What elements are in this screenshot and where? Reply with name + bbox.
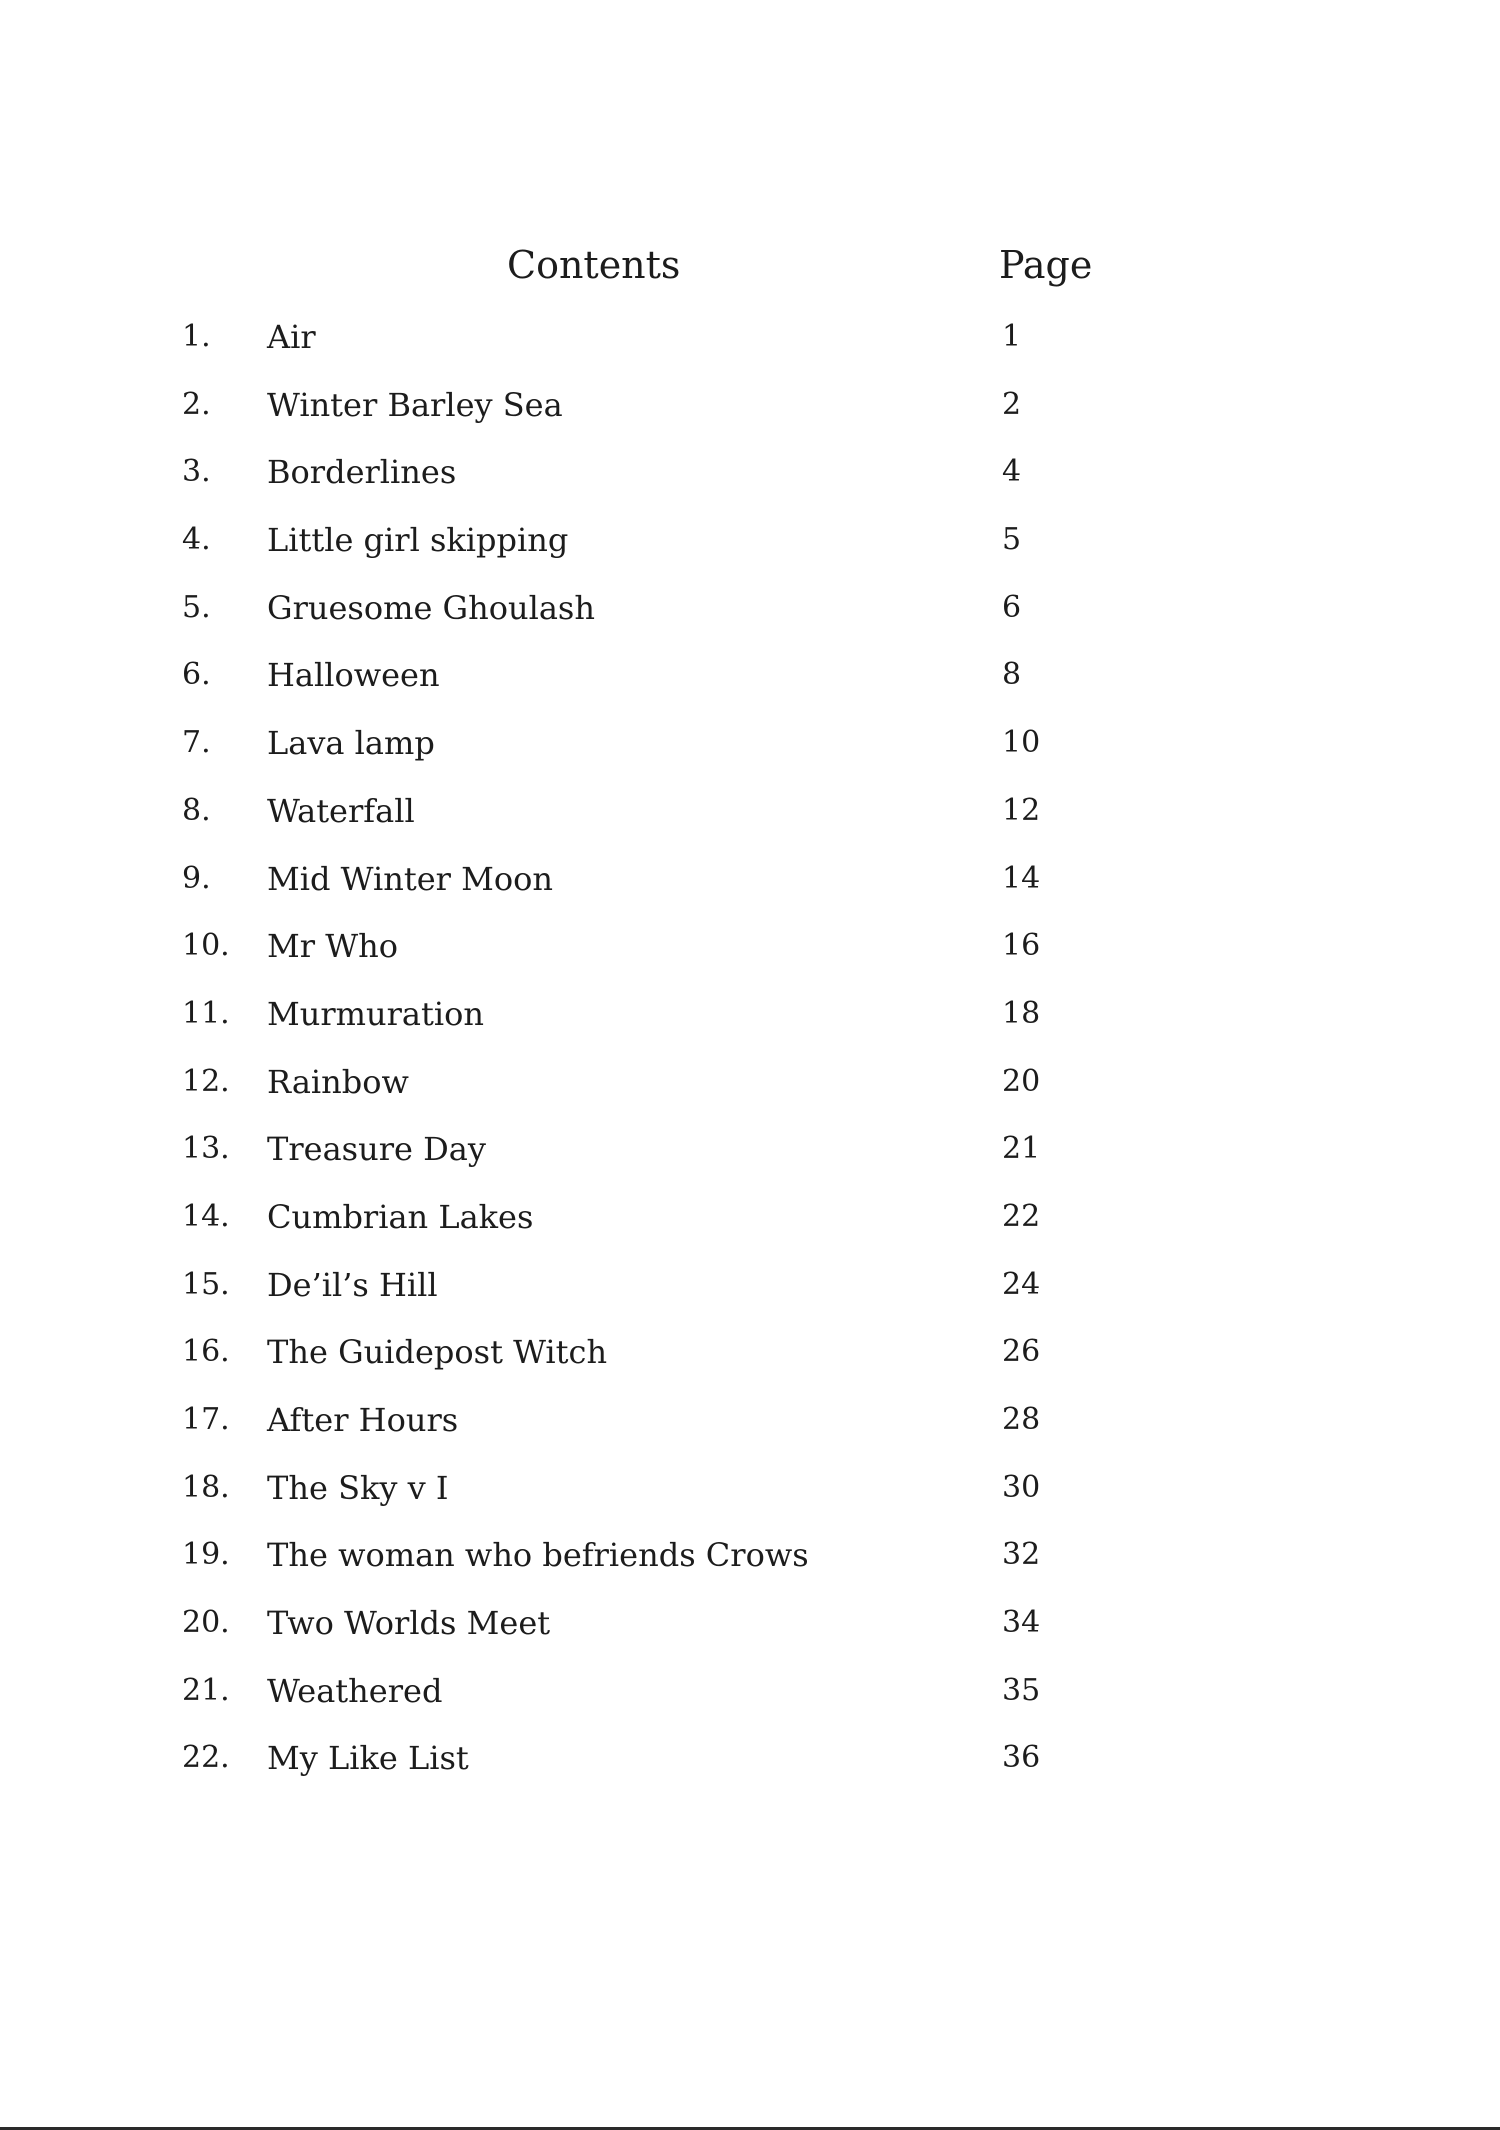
- toc-entry-page-number: 32: [1002, 1537, 1041, 1573]
- toc-entry: [0, 1602, 1500, 1670]
- toc-entry: [0, 654, 1500, 722]
- toc-entry: [0, 1264, 1500, 1332]
- toc-list: [0, 316, 1500, 1805]
- toc-entry: [0, 1670, 1500, 1738]
- toc-entry-number: 4.: [182, 522, 211, 558]
- toc-entry-title: Murmuration: [267, 994, 484, 1033]
- toc-entry-title: My Like List: [267, 1739, 469, 1778]
- toc-entry: [0, 993, 1500, 1061]
- toc-entry-page-number: 21: [1002, 1131, 1041, 1167]
- toc-entry-page-number: 20: [1002, 1063, 1041, 1099]
- toc-entry-page-number: 35: [1002, 1672, 1041, 1708]
- toc-entry-number: 6.: [182, 657, 211, 693]
- toc-entry-title: Winter Barley Sea: [267, 385, 563, 424]
- toc-entry: [0, 858, 1500, 926]
- toc-entry-number: 19.: [182, 1537, 230, 1573]
- toc-entry: [0, 587, 1500, 655]
- toc-entry-number: 13.: [182, 1131, 230, 1167]
- toc-entry-number: 10.: [182, 928, 230, 964]
- toc-entry-title: Cumbrian Lakes: [267, 1197, 534, 1236]
- toc-entry-page-number: 22: [1002, 1198, 1041, 1234]
- toc-entry: [0, 1331, 1500, 1399]
- toc-entry-number: 1.: [182, 319, 211, 354]
- toc-entry-page-number: 36: [1002, 1740, 1041, 1776]
- toc-entry-number: 18.: [182, 1469, 230, 1505]
- toc-entry-number: 2.: [182, 386, 211, 422]
- toc-entry-title: Weathered: [267, 1671, 443, 1710]
- toc-entry-page-number: 34: [1002, 1605, 1041, 1641]
- toc-entry-title: Waterfall: [267, 791, 415, 830]
- toc-entry-page-number: 6: [1002, 589, 1022, 625]
- toc-entry: [0, 790, 1500, 858]
- toc-entry: [0, 1196, 1500, 1264]
- toc-entry-page-number: 2: [1002, 386, 1022, 422]
- toc-entry-number: 5.: [182, 589, 211, 625]
- toc-entry: [0, 1737, 1500, 1805]
- toc-entry-title: Mr Who: [267, 927, 398, 966]
- toc-entry-title: Borderlines: [267, 453, 457, 492]
- toc-entry-title: Halloween: [267, 656, 440, 695]
- toc-entry-page-number: 24: [1002, 1266, 1041, 1302]
- toc-entry-title: Lava lamp: [267, 724, 435, 763]
- toc-entry-number: 3.: [182, 454, 211, 490]
- toc-entry: [0, 451, 1500, 519]
- toc-entry-number: 20.: [182, 1605, 230, 1641]
- toc-entry-page-number: 14: [1002, 860, 1041, 896]
- toc-entry-number: 9.: [182, 860, 211, 896]
- toc-entry-page-number: 8: [1002, 657, 1022, 693]
- toc-entry-page-number: 16: [1002, 928, 1041, 964]
- toc-entry-number: 16.: [182, 1334, 230, 1370]
- toc-entry: [0, 925, 1500, 993]
- toc-entry-page-number: 12: [1002, 792, 1041, 828]
- toc-entry: [0, 384, 1500, 452]
- toc-entry-number: 15.: [182, 1266, 230, 1302]
- toc-entry-title: Mid Winter Moon: [267, 859, 553, 898]
- toc-entry: [0, 1399, 1500, 1467]
- toc-entry-number: 11.: [182, 995, 230, 1031]
- toc-entry-number: 17.: [182, 1402, 230, 1437]
- toc-entry-number: 21.: [182, 1672, 230, 1708]
- toc-entry: [0, 1534, 1500, 1602]
- toc-entry: [0, 316, 1500, 384]
- toc-entry: [0, 1467, 1500, 1535]
- toc-entry-page-number: 30: [1002, 1469, 1041, 1505]
- toc-entry-page-number: 10: [1002, 725, 1041, 761]
- contents-heading: Contents: [507, 243, 681, 287]
- toc-entry-title: The Sky v I: [267, 1468, 449, 1507]
- page-column-heading: Page: [999, 243, 1093, 287]
- toc-entry-page-number: 18: [1002, 995, 1041, 1031]
- toc-entry: [0, 1061, 1500, 1129]
- toc-entry-title: De’il’s Hill: [267, 1265, 438, 1304]
- toc-entry-title: Treasure Day: [267, 1130, 486, 1169]
- toc-entry: [0, 722, 1500, 790]
- toc-entry-number: 14.: [182, 1198, 230, 1234]
- toc-entry-title: The Guidepost Witch: [267, 1333, 608, 1372]
- toc-entry: [0, 1128, 1500, 1196]
- toc-entry-title: Gruesome Ghoulash: [267, 588, 595, 627]
- toc-entry-title: Air: [267, 318, 316, 356]
- toc-entry-title: Two Worlds Meet: [267, 1604, 551, 1643]
- toc-entry-page-number: 5: [1002, 522, 1022, 558]
- toc-entry-page-number: 4: [1002, 454, 1022, 490]
- toc-entry-number: 7.: [182, 725, 211, 761]
- toc-entry-page-number: 28: [1002, 1402, 1041, 1437]
- toc-entry-number: 22.: [182, 1740, 230, 1776]
- toc-entry-title: The woman who befriends Crows: [267, 1536, 809, 1575]
- toc-entry-page-number: 1: [1002, 319, 1022, 354]
- toc-entry-number: 12.: [182, 1063, 230, 1099]
- toc-entry-title: Rainbow: [267, 1062, 409, 1101]
- toc-entry-title: After Hours: [267, 1401, 459, 1439]
- toc-entry-page-number: 26: [1002, 1334, 1041, 1370]
- toc-entry-number: 8.: [182, 792, 211, 828]
- toc-entry: [0, 519, 1500, 587]
- toc-entry-title: Little girl skipping: [267, 521, 569, 560]
